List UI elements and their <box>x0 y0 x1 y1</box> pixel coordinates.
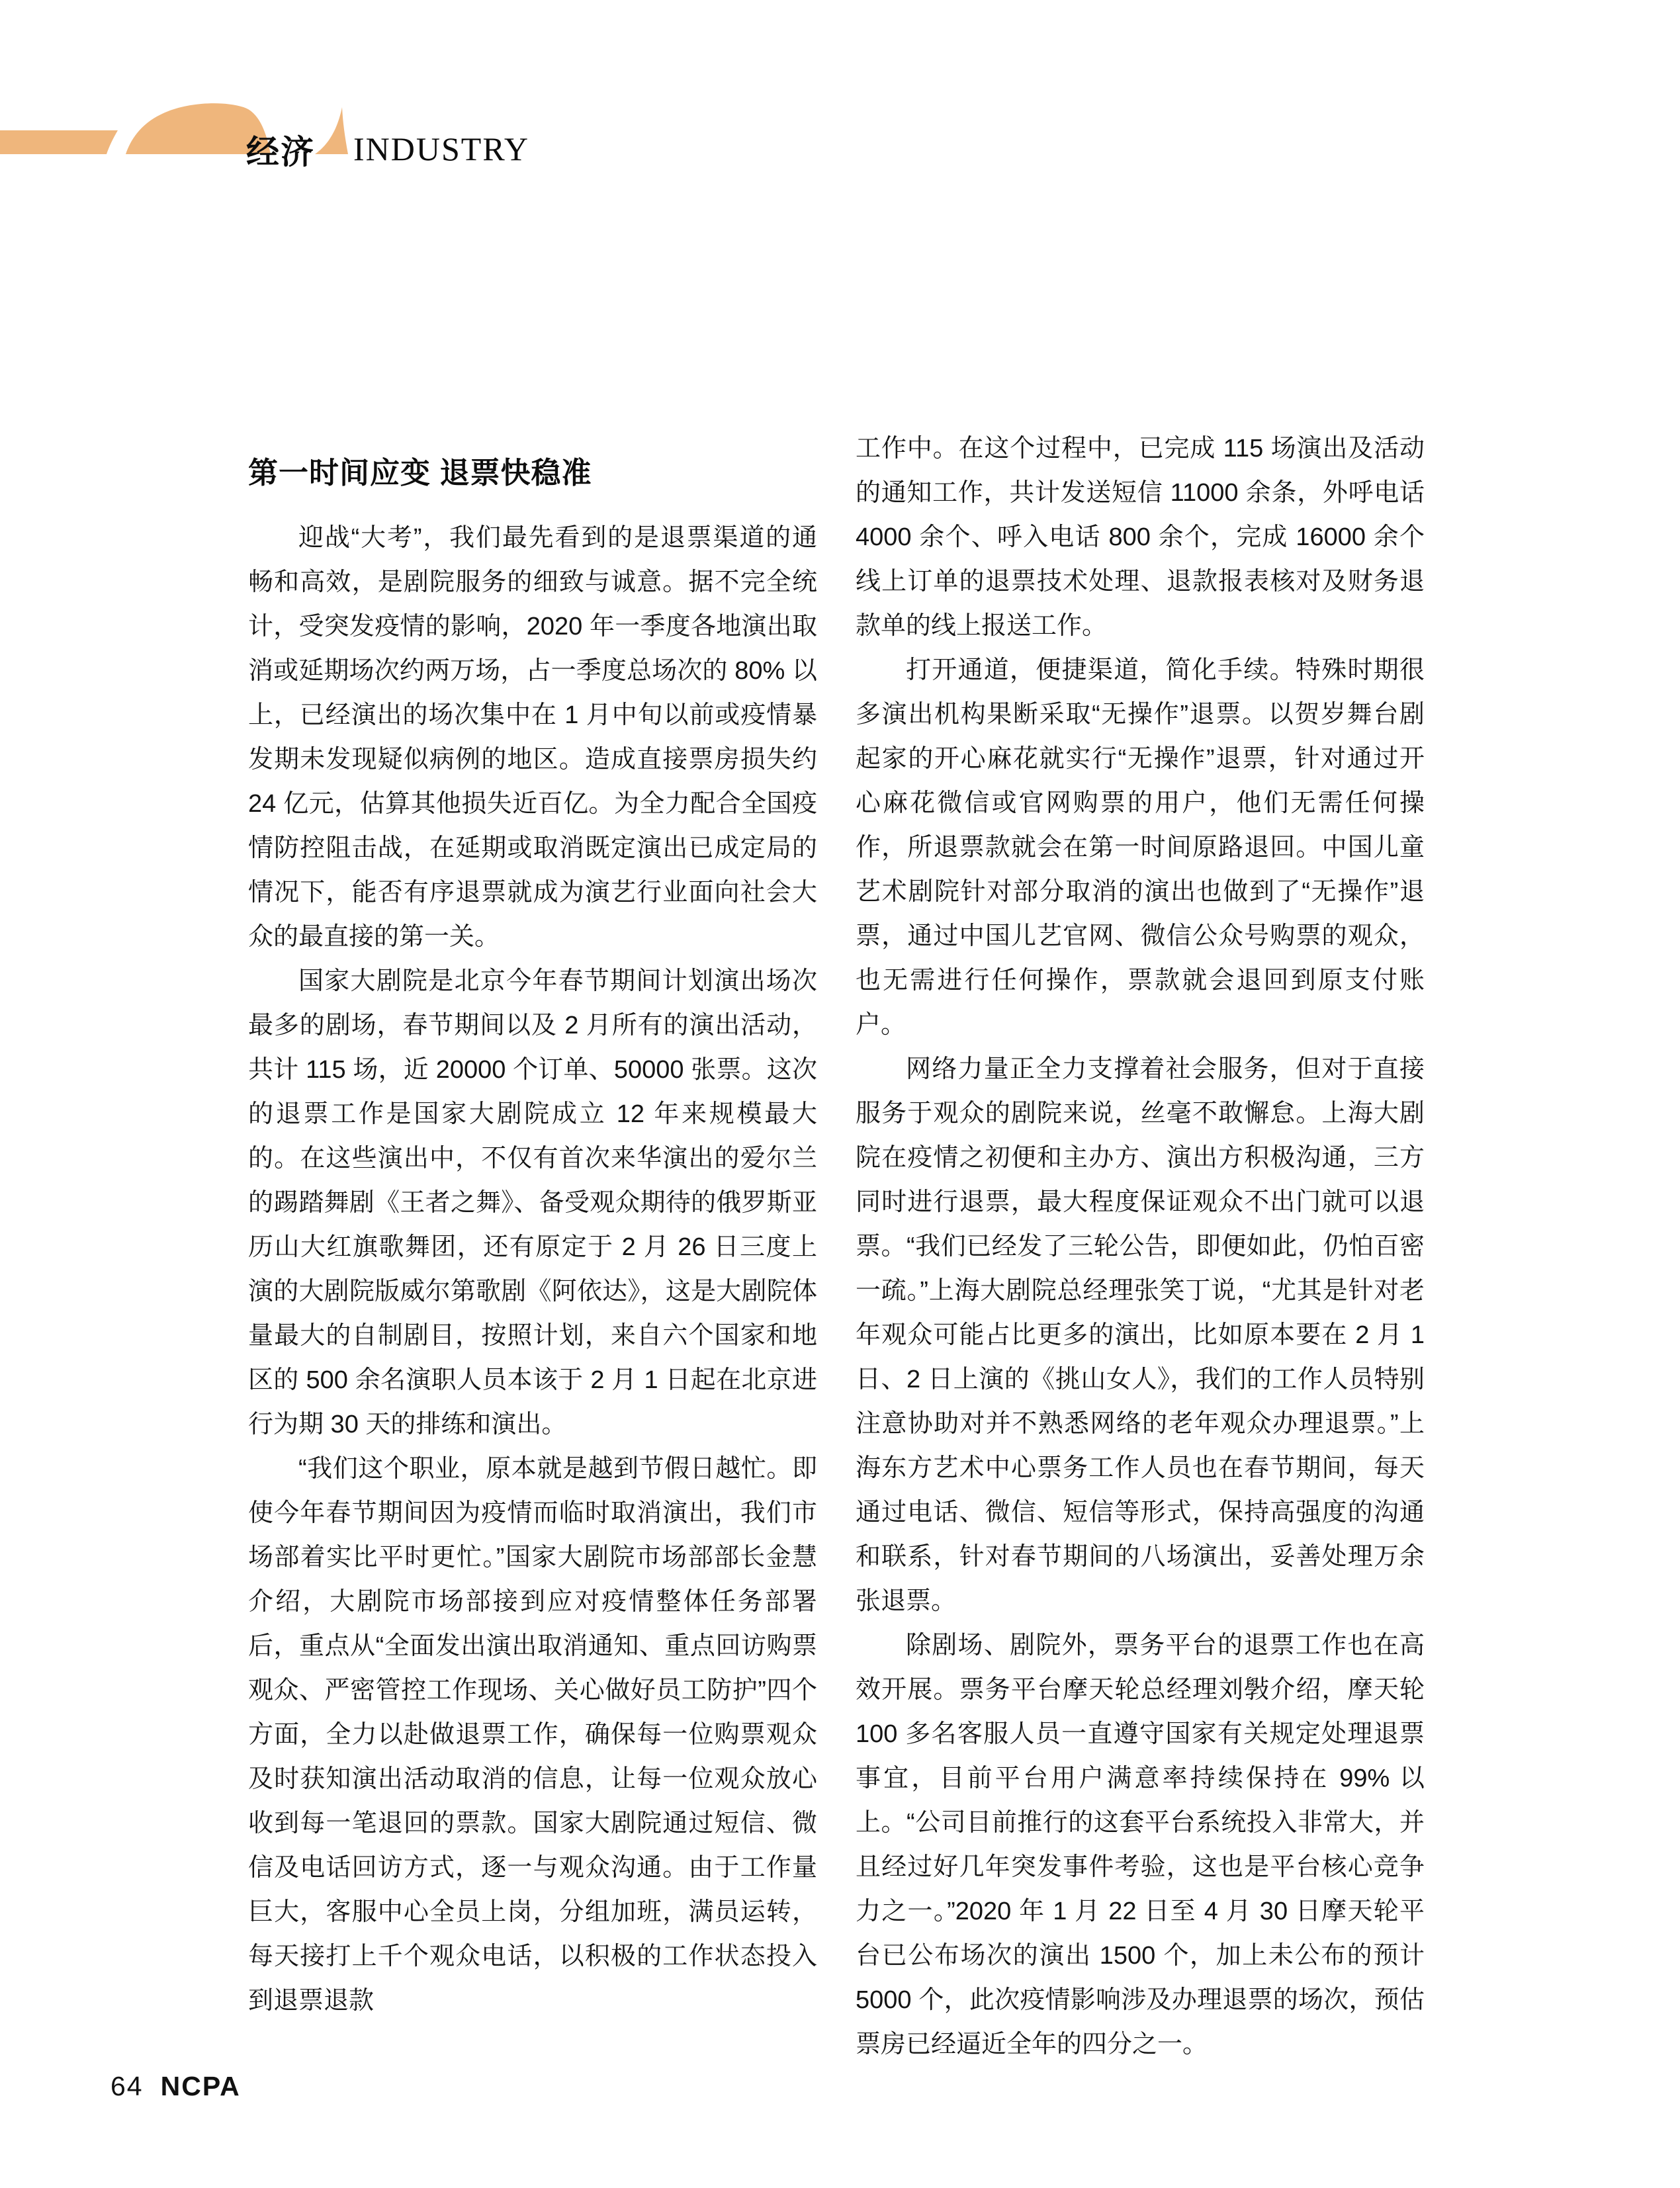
section-label-cn: 经济 <box>246 134 315 171</box>
paragraph: 打开通道，便捷渠道，简化手续。特殊时期很多演出机构果断采取“无操作”退票。以贺岁舞台剧起家的开心麻花就实行“无操作”退票，针对通过开心麻花微信或官网购票的用户，他们无需任何操作，所退票款就会在第一时间原路退回。中国儿童艺术剧院针对部分取消的演出也做到了“无操作”退票，通过中国儿艺官网、微信公众号购票的观众，也无需进行任何操作，票款就会退回到原支付账户。 <box>856 656 1425 1039</box>
paragraph: “我们这个职业，原本就是越到节假日越忙。即使今年春节期间因为疫情而临时取消演出，我们市场部着实比平时更忙。”国家大剧院市场部部长金慧介绍，大剧院市场部接到应对疫情整体任务部署后，重点从“全面发出演出取消通知、重点回访购票观众、严密管控工作现场、关心做好员工防护”四个方面，全力以赴做退票工作，确保每一位购票观众及时获知演出活动取消的信息，让每一位观众放心收到每一笔退回的票款。国家大剧院通过短信、微信及电话回访方式，逐一与观众沟通。由于工作量巨大，客服中心全员上岗，分组加班，满员运转，每天接打上千个观众电话，以积极的工作状态投入到退票退款 <box>248 1455 817 2015</box>
paragraph: 国家大剧院是北京今年春节期间计划演出场次最多的剧场，春节期间以及 2 月所有的演出活动，共计 115 场，近 20000 个订单、50000 张票。这次的退票工作是国家大剧院成立 12 年来规模最大的。在这些演出中，不仅有首次来华演出的爱尔兰的踢踏舞剧《王者之舞》、备受观众期待的俄罗斯亚历山大红旗歌舞团，还有原定于 2 月 26 日三度上演的大剧院版威尔第歌剧《阿依达》，这是大剧院体量最大的自制剧目，按照计划，来自六个国家和地区的 500 余名演职人员本该于 2 月 1 日起在北京进行为期 30 天的排练和演出。 <box>248 967 817 1438</box>
logo-bar-shape <box>0 130 118 154</box>
paragraph: 网络力量正全力支撑着社会服务，但对于直接服务于观众的剧院来说，丝毫不敢懈怠。上海大剧院在疫情之初便和主办方、演出方积极沟通，三方同时进行退票，最大程度保证观众不出门就可以退票。“我们已经发了三轮公告，即便如此，仍怕百密一疏。”上海大剧院总经理张笑丁说，“尤其是针对老年观众可能占比更多的演出，比如原本要在 2 月 1 日、2 日上演的《挑山女人》，我们的工作人员特别注意协助对并不熟悉网络的老年观众办理退票。”上海东方艺术中心票务工作人员也在春节期间，每天通过电话、微信、短信等形式，保持高强度的沟通和联系，针对春节期间的八场演出，妥善处理万余张退票。 <box>856 1055 1425 1615</box>
article-section-title: 第一时间应变 退票快稳准 <box>248 456 592 490</box>
paragraph: 除剧场、剧院外，票务平台的退票工作也在高效开展。票务平台摩天轮总经理刘斅介绍，摩天轮 100 多名客服人员一直遵守国家有关规定处理退票事宜，目前平台用户满意率持续保持在 99% 以上。“公司目前推行的这套平台系统投入非常大，并且经过好几年突发事件考验，这也是平台核心竞争力之一。”2020 年 1 月 22 日至 4 月 30 日摩天轮平台已公布场次的演出 1500 个，加上未公布的预计 5000 个，此次疫情影响涉及办理退票的场次，预估票房已经逼近全年的四分之一。 <box>856 1632 1425 2058</box>
page-number: 64 <box>111 2071 144 2101</box>
logo-swoosh-shape <box>315 107 348 154</box>
journal-abbreviation: NCPA <box>160 2071 241 2101</box>
article-right-column <box>856 427 1425 2067</box>
page-footer <box>111 2071 241 2102</box>
paragraph-continuation: 工作中。在这个过程中，已完成 115 场演出及活动的通知工作，共计发送短信 11000 余条，外呼电话 4000 余个、呼入电话 800 余个，完成 16000 余个线上订单的退票技术处理、退款报表核对及财务退款单的线上报送工作。 <box>856 435 1425 640</box>
article-left-column <box>248 516 817 2023</box>
section-label-en: INDUSTRY <box>353 130 530 167</box>
paragraph: 迎战“大考”，我们最先看到的是退票渠道的通畅和高效，是剧院服务的细致与诚意。据不完全统计，受突发疫情的影响，2020 年一季度各地演出取消或延期场次约两万场，占一季度总场次的 80% 以上，已经演出的场次集中在 1 月中旬以前或疫情暴发期未发现疑似病例的地区。造成直接票房损失约 24 亿元，估算其他损失近百亿。为全力配合全国疫情防控阻击战，在延期或取消既定演出已成定局的情况下，能否有序退票就成为演艺行业面向社会大众的最直接的第一关。 <box>248 524 817 951</box>
